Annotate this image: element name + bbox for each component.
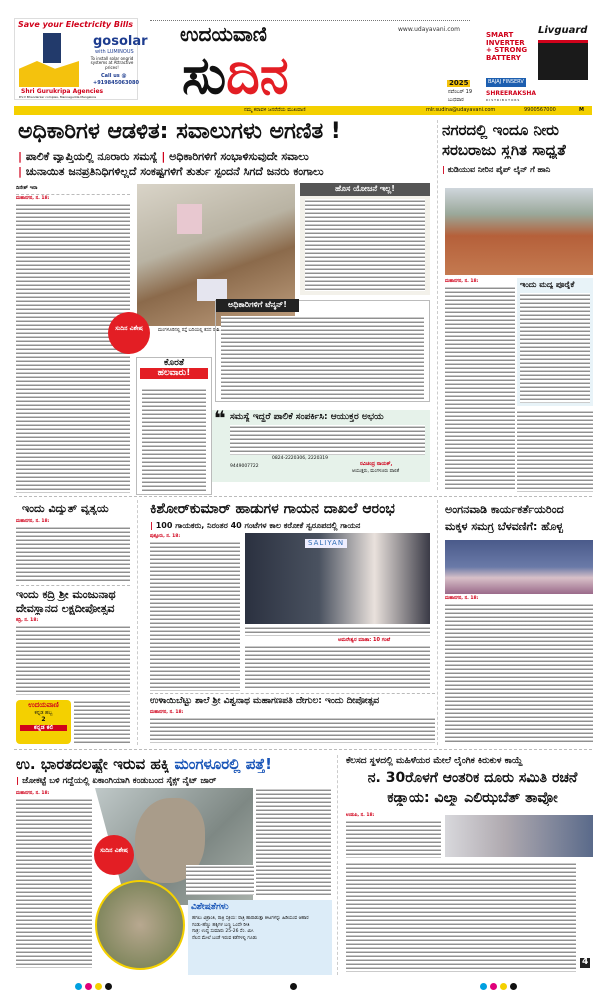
dealer-sub: DISTRIBUTORS	[486, 98, 521, 102]
ad-line: BATTERY	[486, 54, 521, 63]
feature-item: ಗಂಡು-ಹೆಣ್ಣು ಹಕ್ಕಿಗಳ ಬಣ್ಣ ಒಂದೇ ರೀತಿ	[192, 922, 250, 928]
day: ಬುಧವಾರ	[448, 97, 464, 103]
lead-body-text	[16, 203, 130, 493]
anganwadi-body-text	[445, 603, 593, 743]
page-number: 4	[582, 957, 589, 967]
event-banner: SALIYAN	[305, 539, 347, 548]
sub-text: 100 ಗಾಯಕರು, ನಿರಂತರ 40 ಗಂಟೆಗಳ ಕಾಲ ಕರೋಕೆ ಸ್ವರೂಪದಲ್ಲಿ ಗಾಯನ	[155, 522, 361, 530]
feature-item: ನೆಲದ ಮೇಲೆ ಬಂಡೆ ಇರುವ ಕಡೆಗಳಲ್ಲಿ ಗೂಡು	[192, 936, 258, 942]
registration-mark	[75, 983, 82, 990]
kishore-caption	[245, 626, 430, 636]
lead-subhead-2: | ಚುನಾಯಿತ ಜನಪ್ರತಿನಿಧಿಗಳಿಲ್ಲದೆ ಸಂಕಷ್ಟಗಳಿಗೆ ತುರ್ತು ಸ್ಪಂದನೆ ಸಿಗದೆ ಜನರು ಕಂಗಾಲು	[18, 166, 324, 178]
bajaj-logo: BAJAJ FINSERV	[488, 79, 524, 85]
box-tension	[215, 300, 430, 402]
posh-headline[interactable]: ಕಡ್ಡಾಯ: ವಿಲ್ಮಾ ಎಲಿಝಬೆತ್ ತಾವ್ರೋ	[387, 791, 558, 806]
headline-part: ಉ. ಭಾರತದಲಷ್ಟೇ ಇರುವ ಹಕ್ಕಿ	[16, 757, 175, 773]
water-body-text-2	[517, 410, 593, 492]
kadri-headline[interactable]: ದೇವಸ್ಥಾನದ ಲಕ್ಷದೀಪೋತ್ಸವ	[16, 603, 115, 615]
byline: ದಿನೇಶ್ ಇರಾ	[16, 185, 38, 191]
quote-name: ರವಿಚಂದ್ರ ನಾಯಕ್,	[360, 461, 393, 467]
box-body-text	[520, 293, 590, 403]
anganwadi-headline[interactable]: ಮಕ್ಕಳ ಸಮಗ್ರ ಬೆಳವಣಿಗೆ: ಹೊಳ್ಳ	[445, 521, 563, 533]
bird-subhead: | ಜೋಕಟ್ಟೆ ಬಳಿ ಗದ್ದೆಯಲ್ಲಿ ಏಕಾಂಗಿಯಾಗಿ ಕಂಡುಬಂದ ಸೈಕ್ಸ್ ನೈಟ್ ಜಾರ್	[16, 777, 217, 786]
bird-body-text-2	[256, 788, 331, 895]
year-badge: 2025	[449, 79, 469, 87]
sub-text: ಅಧಿಕಾರಿಗಳಿಗೆ ಸಂಭಾಳಿಸುವುದೇ ಸವಾಲು	[169, 151, 309, 163]
ad-gosolar[interactable]	[14, 18, 148, 100]
ulai-headline[interactable]: ಉಳಾಯಿಬೆಟ್ಟು ಶಾಲೆ ಶ್ರೀ ವಿಶ್ವನಾಥ ಮಹಾಗಣಪತಿ ದೇಗುಲ: ಇಂದು ದೀಪೋತ್ಸವ	[150, 697, 380, 706]
dateline: ಮಹಾನಗರ, ನ. 18:	[445, 596, 479, 601]
lead-headline[interactable]: ಅಧಿಕಾರಿಗಳ ಆಡಳಿತ: ಸವಾಲುಗಳು ಅಗಣಿತ !	[18, 120, 341, 144]
pipeline-photo	[445, 188, 593, 275]
dateline: ಕದ್ರಿ, ನ. 18:	[16, 618, 39, 623]
solar-panels-image	[19, 61, 79, 87]
ad-agency: Shri Gurukripa Agencies	[21, 88, 104, 95]
masthead-logo	[182, 46, 289, 106]
quote-title: ಸಮಸ್ಯೆ ಇದ್ದರೆ ಪಾಲಿಕೆ ಸಂಪರ್ಕಿಸಿ: ಆಯುಕ್ತರ ಅಭಯ	[230, 413, 384, 422]
quote-phone: 0824-2220306, 2220319	[272, 456, 329, 461]
logo-red: ದಿನ	[226, 46, 289, 106]
posh-body-text-2	[346, 862, 576, 972]
ad-headline	[486, 32, 527, 63]
masthead-brand-small: ಉದಯವಾಣಿ	[180, 22, 267, 46]
email[interactable]: mlr.sudina@udayavani.com	[426, 107, 496, 113]
posh-meeting-photo	[445, 815, 593, 857]
kannada-habba-badge	[16, 700, 71, 744]
kishore-body-text	[150, 541, 240, 691]
water-subhead: | ಕುಡಿಯುವ ನೀರಿನ ಪೈಪ್ ಲೈನ್ ಗೆ ಹಾನಿ	[442, 166, 551, 174]
quote-mobile: 9449007722	[230, 464, 259, 469]
registration-mark	[480, 983, 487, 990]
ad-line: SMART	[486, 31, 514, 39]
battery-image	[538, 40, 588, 80]
badge-side-text	[74, 700, 130, 744]
quote-icon: ❝	[214, 406, 226, 430]
power-headline[interactable]: ಇಂದು ವಿದ್ಯುತ್ ವ್ಯತ್ಯಯ	[22, 503, 109, 515]
feature-item: ಹಗಲು ವಿಶ್ರಾಂತಿ, ರಾತ್ರಿ ಸಕ್ರಿಯ: ರಾತ್ರಿ ಹಾರಾಡುತ್ತಾ ಕೀಟಗಳನ್ನು ಹಿಡಿಯುವ ಆಹಾರ	[192, 915, 309, 921]
ad-address: P.V.V Bhandarkar complex, Mannagudda Mangalore	[19, 95, 97, 99]
dateline: ಮಹಾನಗರ, ನ. 18:	[16, 519, 50, 524]
sub-text: ಚುನಾಯಿತ ಜನಪ್ರತಿನಿಧಿಗಳಿಲ್ಲದೆ ಸಂಕಷ್ಟಗಳಿಗೆ ತುರ್ತು ಸ್ಪಂದನೆ ಸಿಗದೆ ಜನರು ಕಂಗಾಲು	[25, 166, 324, 178]
kishore-red-subhead: ಅಮರೇಶ್ವರ ಮಾತಾ: 10 ಗಂಟೆ	[338, 637, 391, 643]
registration-mark	[85, 983, 92, 990]
registration-mark	[500, 983, 507, 990]
photo-caption: ಮಂಗಳೂರಿನಲ್ಲಿ ರಸ್ತೆ ಬದಿಯಲ್ಲಿ ಕಸದ ರಾಶಿ.	[158, 328, 221, 333]
sub-text: ಪಾಲಿಕೆ ವ್ಯಾಪ್ತಿಯಲ್ಲಿ ನೂರಾರು ಸಮಸ್ಯೆ	[25, 151, 158, 163]
dateline: ಉಡುಪಿ, ನ. 18:	[346, 813, 375, 818]
website: www.udayavani.com	[398, 26, 461, 33]
bird-body-text-3	[186, 865, 254, 895]
bird-inset-photo	[95, 880, 185, 970]
kadri-headline[interactable]: ಇಂದು ಕದ್ರಿ ಶ್ರೀ ಮಂಜುನಾಥ	[16, 589, 116, 601]
badge-text: ಸುದಿನ ವಿಶೇಷ	[100, 847, 128, 854]
gosolar-logo: gosolar	[93, 34, 148, 49]
water-body-text	[445, 286, 515, 491]
box-title: ಅಧಿಕಾರಿಗಳಿಗೆ ಟೆನ್ಶನ್!	[216, 299, 299, 312]
box-shortages	[136, 357, 212, 495]
ulai-body-text	[150, 717, 435, 743]
registration-mark	[290, 983, 297, 990]
power-body-text	[16, 526, 130, 582]
kishore-event-photo	[245, 533, 430, 624]
ad-line: INVERTER	[486, 38, 525, 47]
lead-subhead-1: | ಪಾಲಿಕೆ ವ್ಯಾಪ್ತಿಯಲ್ಲಿ ನೂರಾರು ಸಮಸ್ಯೆ | ಅಧಿಕಾರಿಗಳಿಗೆ ಸಂಭಾಳಿಸುವುದೇ ಸವಾಲು	[18, 151, 309, 163]
box-body-text	[221, 316, 424, 399]
ad-brand-sub: with LUMINOUS	[95, 49, 134, 55]
box-commissioner-quote	[212, 406, 430, 482]
feature-item: ಗಾತ್ರ: ಉದ್ದ ಸುಮಾರು 25-26 ಸೆಂ. ಮೀ.	[192, 929, 255, 935]
features-title: ವಿಶೇಷತೆಗಳು	[191, 902, 229, 912]
box-title: ಇಂದು ಮದ್ಯ ಪೂರೈಕೆ	[520, 281, 575, 289]
registration-mark	[105, 983, 112, 990]
ad-pitch: To install solar ongrid systems at Attractive prices!	[90, 56, 134, 70]
registration-mark	[510, 983, 517, 990]
edition: M	[579, 107, 584, 113]
dateline: ಮಹಾನಗರ, ನ. 18:	[150, 710, 184, 715]
badge-text: ಸುದಿನ ವಿಶೇಷ	[115, 325, 143, 332]
dateline: ಮಹಾನಗರ, ನ. 18:	[445, 279, 479, 284]
kishore-headline[interactable]: ಕಿಶೋರ್‌ಕುಮಾರ್ ಹಾಡುಗಳ ಗಾಯನ ದಾಖಲೆ ಆರಂಭ	[150, 502, 395, 517]
bird-headline[interactable]	[16, 757, 336, 773]
bird-body-text	[16, 798, 92, 968]
dateline: ಪುತ್ತೂರು, ನ. 18:	[150, 534, 181, 539]
ad-title: Save your Electricity Bills	[18, 20, 134, 29]
dateline: ಮಹಾನಗರ, ನ. 18:	[16, 196, 50, 201]
date: ನವೆಂಬರ್ 19	[448, 89, 473, 95]
livguard-logo: Livguard	[538, 25, 588, 36]
phone: 9900567000	[524, 107, 556, 113]
posh-headline[interactable]: ನ. 30ರೊಳಗೆ ಆಂತರಿಕ ದೂರು ಸಮಿತಿ ರಚನೆ	[367, 771, 578, 786]
box-title: ಹಲವಾರು!	[140, 368, 208, 378]
sub-text: ಜೋಕಟ್ಟೆ ಬಳಿ ಗದ್ದೆಯಲ್ಲಿ ಏಕಾಂಗಿಯಾಗಿ ಕಂಡುಬಂದ ಸೈಕ್ಸ್ ನೈಟ್ ಜಾರ್	[22, 777, 217, 786]
box-body-text	[305, 199, 425, 291]
features-box	[188, 900, 332, 975]
sudina-vishesha-badge	[108, 312, 150, 354]
dateline: ಮಹಾನಗರ, ನ. 18:	[16, 791, 50, 796]
logo-black: ಸು	[182, 46, 227, 106]
anganwadi-headline[interactable]: ಅಂಗನವಾಡಿ ಕಾರ್ಯಕರ್ತೆಯರಿಂದ	[445, 504, 564, 516]
box-side-note	[517, 278, 593, 406]
badge-brand: ಉದಯವಾಣಿ	[28, 701, 59, 709]
badge-number: 2	[41, 716, 46, 724]
dealer-name: SHREERAKSHA	[486, 90, 537, 97]
registration-mark	[490, 983, 497, 990]
sudina-vishesha-badge	[94, 835, 134, 875]
posh-headline[interactable]: ಕೆಲಸದ ಸ್ಥಳದಲ್ಲಿ ಮಹಿಳೆಯರ ಮೇಲೆ ಲೈಂಗಿಕ ಕಿರುಕುಳ ಕಾಯ್ದೆ	[346, 757, 523, 766]
ad-livguard[interactable]	[482, 18, 592, 104]
water-headline[interactable]: ಸರಬರಾಜು ಸ್ಥಗಿತ ಸಾಧ್ಯತೆ	[442, 143, 566, 159]
box-body-text	[142, 388, 206, 491]
sub-text: ಕುಡಿಯುವ ನೀರಿನ ಪೈಪ್ ಲೈನ್ ಗೆ ಹಾನಿ	[447, 166, 551, 174]
quote-body-text	[230, 425, 425, 455]
water-headline[interactable]: ನಗರದಲ್ಲಿ ಇಂದೂ ನೀರು	[442, 123, 559, 139]
anganwadi-photo	[445, 540, 593, 594]
ad-phone: +919845063080	[93, 80, 139, 86]
quote-role: ಆಯುಕ್ತರು, ಮಂಗಳೂರು ಪಾಲಿಕೆ	[352, 469, 400, 474]
kishore-subhead: | 100 ಗಾಯಕರು, ನಿರಂತರ 40 ಗಂಟೆಗಳ ಕಾಲ ಕರೋಕೆ ಸ್ವರೂಪದಲ್ಲಿ ಗಾಯನ	[150, 522, 361, 530]
ad-call: Call us @	[101, 73, 127, 79]
badge-line: ಕನ್ನಡ ಹಬ್ಬ	[34, 709, 53, 716]
box-no-new-plan	[300, 183, 430, 295]
badge-tag: ಕನ್ನಡ ಕಲಿ	[20, 725, 67, 732]
headline-part-blue: ಮಂಗಳೂರಲ್ಲಿ ಪತ್ತೆ!	[174, 757, 272, 773]
inverter-image	[43, 33, 61, 63]
box-title: ಕೊರತೆ	[163, 358, 185, 368]
posh-body-text	[346, 820, 441, 858]
kishore-body-text-2	[245, 645, 430, 690]
tagline-strip	[14, 106, 592, 115]
ad-line: + STRONG	[486, 46, 528, 55]
tagline: ನಮ್ಮ ಕರಾವಳಿ ಜನರೆದೆಯ ಮುಖವಾಣಿ	[244, 107, 306, 113]
box-title: ಹೊಸ ಯೋಜನೆ ಇಲ್ಲ!	[300, 183, 430, 196]
kadri-body-text	[16, 625, 130, 695]
registration-mark	[95, 983, 102, 990]
